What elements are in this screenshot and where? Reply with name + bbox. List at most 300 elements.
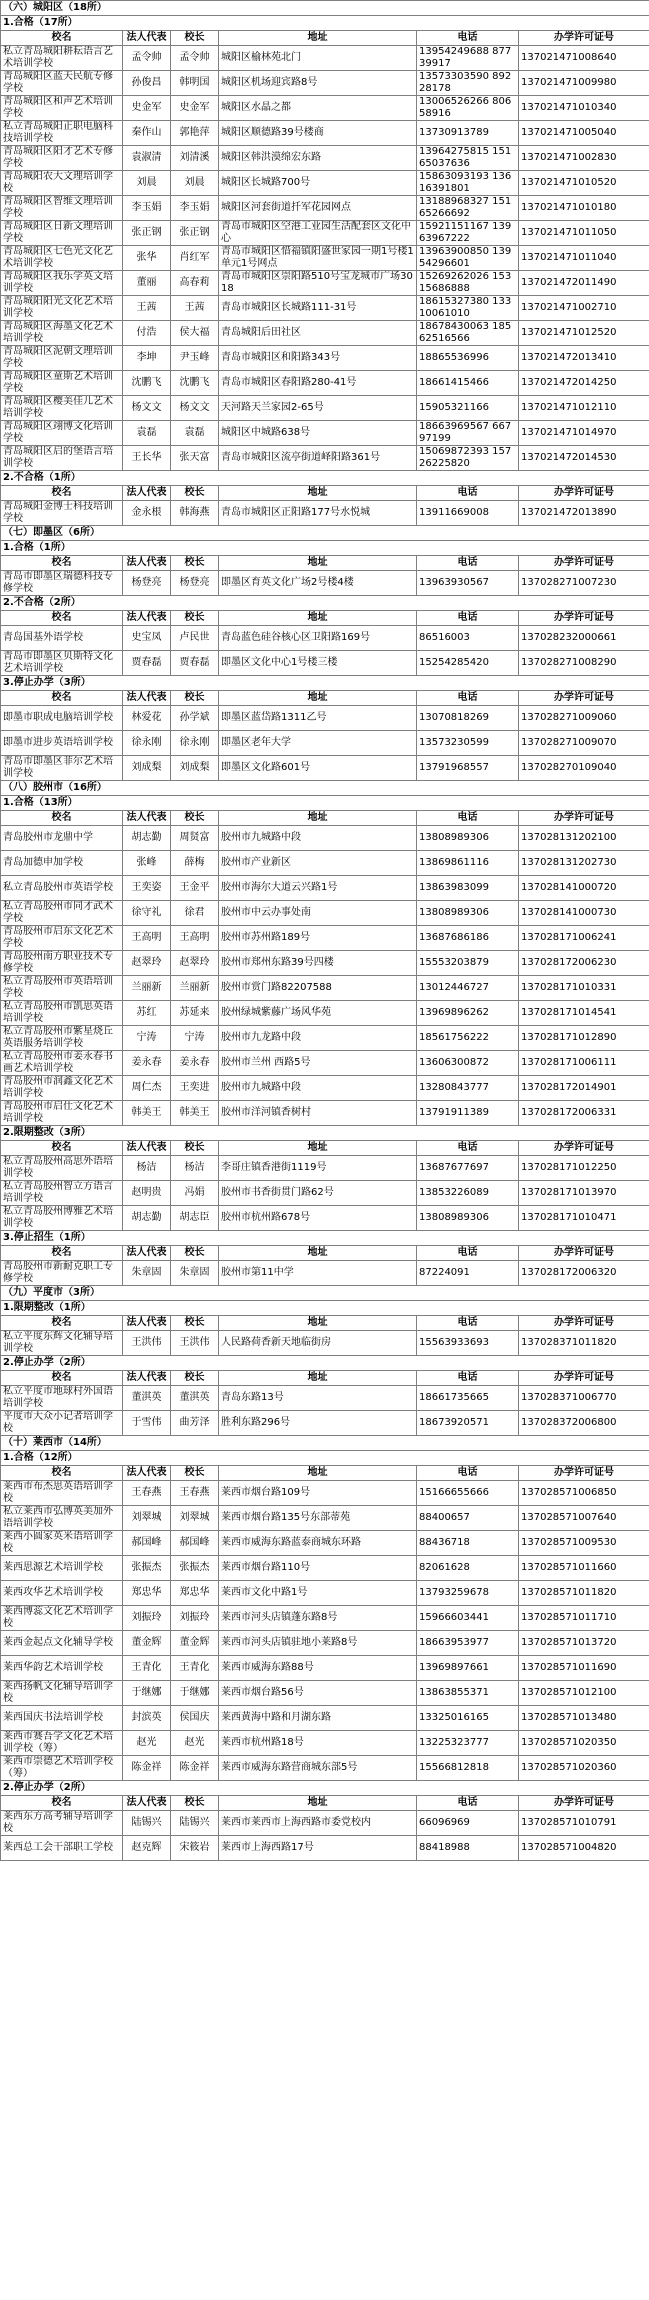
column-header: 办学许可证号	[519, 1371, 649, 1386]
column-header: 电话	[417, 611, 519, 626]
table-cell: 13006526266 80658916	[417, 96, 519, 121]
table-row	[1, 371, 649, 396]
table-cell: 胶州市九龙路中段	[219, 1026, 417, 1051]
table-cell: 13070818269	[417, 706, 519, 731]
group-label-row	[1, 1126, 649, 1141]
section-title: （九）平度市（3所）	[1, 1286, 649, 1301]
table-cell: 13863983099	[417, 876, 519, 901]
table-row	[1, 1681, 649, 1706]
column-header: 地址	[219, 1371, 417, 1386]
table-cell: 侯国庆	[171, 1706, 219, 1731]
table-cell: 胡志勤	[123, 1206, 171, 1231]
table-row	[1, 1606, 649, 1631]
table-cell: 青岛城阳区智维文理培训学校	[1, 196, 123, 221]
group-label-row	[1, 1301, 649, 1316]
table-cell: 付浩	[123, 321, 171, 346]
table-cell: 18673920571	[417, 1411, 519, 1436]
table-cell: 13963900850 13954296601	[417, 246, 519, 271]
table-cell: 137028571006850	[519, 1481, 649, 1506]
table-cell: 私立青岛城阳正职电脑科技培训学校	[1, 121, 123, 146]
table-cell: 胶州市书香街贯门路62号	[219, 1181, 417, 1206]
column-header-row	[1, 556, 649, 571]
section-title: （六）城阳区（18所）	[1, 1, 649, 16]
table-cell: 青岛城阳区童斯艺术培训学校	[1, 371, 123, 396]
table-cell: 私立青岛胶州市英语培训学校	[1, 976, 123, 1001]
table-cell: 董淇英	[123, 1386, 171, 1411]
table-cell: 私立青岛胶州智立方语言培训学校	[1, 1181, 123, 1206]
table-cell: 137028141000730	[519, 901, 649, 926]
table-row	[1, 626, 649, 651]
column-header: 办学许可证号	[519, 1796, 649, 1811]
table-cell: 莱西市烟台路110号	[219, 1556, 417, 1581]
table-cell: 137028571010791	[519, 1811, 649, 1836]
table-cell: 胶州市兰州 西路5号	[219, 1051, 417, 1076]
table-cell: 徐永刚	[123, 731, 171, 756]
table-cell: 即墨区文化中心1号楼三楼	[219, 651, 417, 676]
table-cell: 13188968327 15165266692	[417, 196, 519, 221]
table-cell: 卢民世	[171, 626, 219, 651]
table-cell: 13808989306	[417, 1206, 519, 1231]
column-header: 办学许可证号	[519, 31, 649, 46]
table-cell: 杨文文	[123, 396, 171, 421]
table-row	[1, 1656, 649, 1681]
table-cell: 胶州市苏州路189号	[219, 926, 417, 951]
table-cell: 18661735665	[417, 1386, 519, 1411]
table-cell: 刘翠城	[171, 1506, 219, 1531]
table-cell: 薛梅	[171, 851, 219, 876]
column-header: 电话	[417, 486, 519, 501]
table-cell: 城阳区韩洪漠绵宏东路	[219, 146, 417, 171]
table-cell: 陆锡兴	[171, 1811, 219, 1836]
table-cell: 杨登亮	[123, 571, 171, 596]
table-row	[1, 501, 649, 526]
table-cell: 王春燕	[171, 1481, 219, 1506]
table-cell: 郑忠华	[123, 1581, 171, 1606]
table-cell: 青岛城阳区启的堡语言培训学校	[1, 446, 123, 471]
table-cell: 137028171010331	[519, 976, 649, 1001]
table-cell: 137028571013480	[519, 1706, 649, 1731]
table-cell: 袁磊	[171, 421, 219, 446]
table-cell: 莱西市文化中路1号	[219, 1581, 417, 1606]
column-header: 法人代表	[123, 1246, 171, 1261]
table-cell: 青岛城阳金博士科技培训学校	[1, 501, 123, 526]
table-cell: 137028571011710	[519, 1606, 649, 1631]
table-cell: 李玉娟	[171, 196, 219, 221]
table-cell: 私立青岛城阳耕耘语言艺术培训学校	[1, 46, 123, 71]
table-cell: 私立平度市地球村外国语培训学校	[1, 1386, 123, 1411]
table-row	[1, 146, 649, 171]
table-cell: 于继娜	[123, 1681, 171, 1706]
table-cell: 137028171013970	[519, 1181, 649, 1206]
table-cell: 137028571020350	[519, 1731, 649, 1756]
table-cell: 私立平度东辉文化辅导培训学校	[1, 1331, 123, 1356]
table-cell: 137028171012890	[519, 1026, 649, 1051]
table-cell: 胶州市杭州路678号	[219, 1206, 417, 1231]
table-cell: 青岛城阳区七色光文化艺术培训学校	[1, 246, 123, 271]
table-row	[1, 296, 649, 321]
table-cell: 137028571011660	[519, 1556, 649, 1581]
table-row	[1, 1731, 649, 1756]
table-cell: 刘振玲	[123, 1606, 171, 1631]
table-cell: 赵光	[171, 1731, 219, 1756]
column-header: 办学许可证号	[519, 811, 649, 826]
table-cell: 苏延来	[171, 1001, 219, 1026]
column-header: 校名	[1, 691, 123, 706]
table-cell: 青岛胶州南方职业技术专修学校	[1, 951, 123, 976]
table-cell: 张峰	[123, 851, 171, 876]
table-cell: 胜利东路296号	[219, 1411, 417, 1436]
table-cell: 孟令帅	[123, 46, 171, 71]
table-cell: 贾春磊	[171, 651, 219, 676]
table-cell: 即墨区蓝岱路1311乙号	[219, 706, 417, 731]
table-cell: 胶州市产业新区	[219, 851, 417, 876]
column-header: 电话	[417, 811, 519, 826]
table-cell: 13869861116	[417, 851, 519, 876]
table-cell: 史宝凤	[123, 626, 171, 651]
section-title-row	[1, 526, 649, 541]
table-cell: 王青化	[171, 1656, 219, 1681]
table-row	[1, 121, 649, 146]
table-cell: 137028172006230	[519, 951, 649, 976]
table-cell: 137028171006241	[519, 926, 649, 951]
table-cell: 私立青岛胶州市紫星烧丘英语服务培训学校	[1, 1026, 123, 1051]
table-cell: 137021471012110	[519, 396, 649, 421]
table-cell: 137021472013410	[519, 346, 649, 371]
table-row	[1, 96, 649, 121]
group-label: 2.限期整改（3所）	[1, 1126, 649, 1141]
table-cell: 88418988	[417, 1836, 519, 1861]
table-cell: 张正钢	[123, 221, 171, 246]
table-cell: 137028271009070	[519, 731, 649, 756]
group-label: 2.停止办学（2所）	[1, 1356, 649, 1371]
table-cell: 137028571013720	[519, 1631, 649, 1656]
table-cell: 兰丽新	[171, 976, 219, 1001]
table-cell: 孙俊昌	[123, 71, 171, 96]
table-cell: 莱西市河头店镇驻地小莱路8号	[219, 1631, 417, 1656]
table-row	[1, 1706, 649, 1731]
column-header-row	[1, 1371, 649, 1386]
table-cell: 13963930567	[417, 571, 519, 596]
column-header: 法人代表	[123, 486, 171, 501]
column-header: 校长	[171, 1246, 219, 1261]
table-cell: 137021471011050	[519, 221, 649, 246]
table-cell: 胶州绿城紫藤广场风华苑	[219, 1001, 417, 1026]
table-cell: 13911669008	[417, 501, 519, 526]
table-cell: 青岛胶州市启仕文化艺术培训学校	[1, 1101, 123, 1126]
column-header: 校名	[1, 1141, 123, 1156]
table-cell: 13687677697	[417, 1156, 519, 1181]
table-cell: 王奕姿	[123, 876, 171, 901]
table-cell: 赵光	[123, 1731, 171, 1756]
table-cell: 人民路荷香新天地临街房	[219, 1331, 417, 1356]
table-row	[1, 1411, 649, 1436]
table-row	[1, 1101, 649, 1126]
table-row	[1, 271, 649, 296]
table-cell: 137021472013890	[519, 501, 649, 526]
column-header: 电话	[417, 31, 519, 46]
table-cell: 封滨英	[123, 1706, 171, 1731]
table-cell: 18661415466	[417, 371, 519, 396]
table-cell: 城阳区中城路638号	[219, 421, 417, 446]
group-label: 1.合格（1所）	[1, 541, 649, 556]
table-cell: 郭艳萍	[171, 121, 219, 146]
table-cell: 13863855371	[417, 1681, 519, 1706]
table-cell: 13964275815 15165037636	[417, 146, 519, 171]
table-cell: 青岛市城阳区正阳路177号水悦城	[219, 501, 417, 526]
table-row	[1, 926, 649, 951]
table-cell: 莱西市烟台路109号	[219, 1481, 417, 1506]
table-cell: 胶州市郑州东路39号四楼	[219, 951, 417, 976]
table-cell: 沈鹏飞	[123, 371, 171, 396]
table-cell: 15966603441	[417, 1606, 519, 1631]
column-header: 法人代表	[123, 1371, 171, 1386]
table-cell: 莱西扬帆文化辅导培训学校	[1, 1681, 123, 1706]
table-cell: 王春燕	[123, 1481, 171, 1506]
table-cell: 天河路天兰家园2-65号	[219, 396, 417, 421]
section-title-row	[1, 1286, 649, 1301]
column-header: 电话	[417, 691, 519, 706]
table-row	[1, 1836, 649, 1861]
table-cell: 刘翠城	[123, 1506, 171, 1531]
table-cell: 137028232000661	[519, 626, 649, 651]
column-header: 法人代表	[123, 1796, 171, 1811]
group-label: 1.合格（12所）	[1, 1451, 649, 1466]
table-cell: 尹玉峰	[171, 346, 219, 371]
table-cell: 青岛胶州市新耐克职工专修学校	[1, 1261, 123, 1286]
group-label-row	[1, 1356, 649, 1371]
table-cell: 莱西攻华艺术培训学校	[1, 1581, 123, 1606]
table-cell: 私立青岛胶州市姜永春书画艺术培训学校	[1, 1051, 123, 1076]
group-label: 2.停止办学（2所）	[1, 1781, 649, 1796]
column-header: 法人代表	[123, 611, 171, 626]
table-cell: 137021471002830	[519, 146, 649, 171]
table-cell: 137021471002710	[519, 296, 649, 321]
table-cell: 137028141000720	[519, 876, 649, 901]
table-cell: 13969897661	[417, 1656, 519, 1681]
table-cell: 刘晨	[171, 171, 219, 196]
column-header: 办学许可证号	[519, 556, 649, 571]
table-cell: 13853226089	[417, 1181, 519, 1206]
table-cell: 137028131202100	[519, 826, 649, 851]
table-cell: 朱章固	[171, 1261, 219, 1286]
table-cell: 城阳区河套街道扦军花园网点	[219, 196, 417, 221]
table-row	[1, 346, 649, 371]
table-cell: 杨文文	[171, 396, 219, 421]
table-cell: 青岛胶州市龙鼎中学	[1, 826, 123, 851]
table-cell: 张振杰	[171, 1556, 219, 1581]
column-header: 校名	[1, 611, 123, 626]
table-cell: 13791968557	[417, 756, 519, 781]
table-cell: 137028171012250	[519, 1156, 649, 1181]
table-row	[1, 321, 649, 346]
table-cell: 青岛城阳区阳才艺术专修学校	[1, 146, 123, 171]
column-header-row	[1, 486, 649, 501]
table-cell: 赵翠玲	[171, 951, 219, 976]
table-cell: 青岛市城阳区惜福镇阳盛世家园一期1号楼1单元1号网点	[219, 246, 417, 271]
table-cell: 青岛胶州市润鑫文化艺术培训学校	[1, 1076, 123, 1101]
table-row	[1, 1331, 649, 1356]
table-row	[1, 1811, 649, 1836]
table-cell: 莱西博蕊文化艺术培训学校	[1, 1606, 123, 1631]
column-header: 办学许可证号	[519, 1466, 649, 1481]
table-cell: 88436718	[417, 1531, 519, 1556]
column-header: 校名	[1, 556, 123, 571]
table-cell: 莱西国庆书法培训学校	[1, 1706, 123, 1731]
table-cell: 137021471010180	[519, 196, 649, 221]
table-cell: 莱西市布杰思英语培训学校	[1, 1481, 123, 1506]
table-row	[1, 1631, 649, 1656]
table-cell: 15566812818	[417, 1756, 519, 1781]
table-cell: 青岛市即墨区贝斯特文化艺术培训学校	[1, 651, 123, 676]
table-row	[1, 1026, 649, 1051]
column-header: 办学许可证号	[519, 1141, 649, 1156]
column-header: 地址	[219, 611, 417, 626]
table-cell: 史金军	[123, 96, 171, 121]
column-header: 法人代表	[123, 1466, 171, 1481]
column-header: 校长	[171, 1316, 219, 1331]
table-cell: 于继娜	[171, 1681, 219, 1706]
group-label-row	[1, 596, 649, 611]
table-cell: 137028571007640	[519, 1506, 649, 1531]
table-cell: 137021471008640	[519, 46, 649, 71]
table-cell: 张正钢	[171, 221, 219, 246]
table-cell: 137028571009530	[519, 1531, 649, 1556]
table-cell: 13606300872	[417, 1051, 519, 1076]
table-cell: 137028171014541	[519, 1001, 649, 1026]
table-cell: 肖红军	[171, 246, 219, 271]
table-cell: 莱西总工会干部职工学校	[1, 1836, 123, 1861]
table-cell: 137028571004820	[519, 1836, 649, 1861]
table-cell: 胶州市九城路中段	[219, 1076, 417, 1101]
table-cell: 徐永刚	[171, 731, 219, 756]
section-title-row	[1, 1436, 649, 1451]
table-cell: 胶州市九城路中段	[219, 826, 417, 851]
table-cell: 刘清溪	[171, 146, 219, 171]
table-row	[1, 1531, 649, 1556]
table-cell: 王奕进	[171, 1076, 219, 1101]
column-header: 办学许可证号	[519, 691, 649, 706]
table-cell: 城阳区水晶之都	[219, 96, 417, 121]
group-label: 1.限期整改（1所）	[1, 1301, 649, 1316]
column-header-row	[1, 1466, 649, 1481]
table-cell: 袁磊	[123, 421, 171, 446]
column-header: 校长	[171, 611, 219, 626]
table-cell: 青岛市城阳区流亭街道峄阳路361号	[219, 446, 417, 471]
table-cell: 韩美王	[123, 1101, 171, 1126]
table-row	[1, 1206, 649, 1231]
section-title: （七）即墨区（6所）	[1, 526, 649, 541]
table-cell: 青岛市城阳区春阳路280-41号	[219, 371, 417, 396]
table-cell: 13573303590 89228178	[417, 71, 519, 96]
table-cell: 王高明	[171, 926, 219, 951]
table-row	[1, 421, 649, 446]
table-cell: 平度市大众小记者培训学校	[1, 1411, 123, 1436]
table-cell: 13793259678	[417, 1581, 519, 1606]
table-cell: 13954249688 87739917	[417, 46, 519, 71]
table-cell: 137028131202730	[519, 851, 649, 876]
table-cell: 胶州市赏门路82207588	[219, 976, 417, 1001]
table-cell: 董丽	[123, 271, 171, 296]
table-cell: 即墨区老年大学	[219, 731, 417, 756]
table-cell: 13325016165	[417, 1706, 519, 1731]
table-row	[1, 706, 649, 731]
table-cell: 城阳区机场迎宾路8号	[219, 71, 417, 96]
column-header: 校名	[1, 31, 123, 46]
column-header: 校名	[1, 486, 123, 501]
column-header: 地址	[219, 1141, 417, 1156]
table-row	[1, 571, 649, 596]
table-cell: 李坤	[123, 346, 171, 371]
column-header: 校名	[1, 1371, 123, 1386]
table-cell: 青岛城阳区和声艺术培训学校	[1, 96, 123, 121]
table-cell: 137028571020360	[519, 1756, 649, 1781]
column-header-row	[1, 691, 649, 706]
table-cell: 137028571012100	[519, 1681, 649, 1706]
table-cell: 青岛东路13号	[219, 1386, 417, 1411]
table-cell: 即墨区育英文化广场2号楼4楼	[219, 571, 417, 596]
table-cell: 18663953977	[417, 1631, 519, 1656]
table-cell: 18615327380 13310061010	[417, 296, 519, 321]
table-row	[1, 651, 649, 676]
table-cell: 137021471010520	[519, 171, 649, 196]
table-cell: 137028171006111	[519, 1051, 649, 1076]
column-header: 校长	[171, 556, 219, 571]
table-cell: 私立青岛胶州高思外语培训学校	[1, 1156, 123, 1181]
table-cell: 张天富	[171, 446, 219, 471]
table-cell: 张华	[123, 246, 171, 271]
table-cell: 陆锡兴	[123, 1811, 171, 1836]
table-cell: 青岛城阳阳光文化艺术培训学校	[1, 296, 123, 321]
column-header: 电话	[417, 1796, 519, 1811]
column-header: 电话	[417, 1141, 519, 1156]
column-header: 电话	[417, 556, 519, 571]
table-cell: 胶州市第11中学	[219, 1261, 417, 1286]
table-cell: 曲芳泽	[171, 1411, 219, 1436]
column-header: 地址	[219, 1316, 417, 1331]
table-row	[1, 46, 649, 71]
column-header: 校长	[171, 691, 219, 706]
table-cell: 胶州市海尔大道云兴路1号	[219, 876, 417, 901]
table-cell: 袁淑清	[123, 146, 171, 171]
table-cell: 15269262026 15315686888	[417, 271, 519, 296]
table-cell: 李哥庄镇香港街1119号	[219, 1156, 417, 1181]
table-cell: 86516003	[417, 626, 519, 651]
table-cell: 137028172006320	[519, 1261, 649, 1286]
column-header: 校名	[1, 811, 123, 826]
table-cell: 莱西思源艺术培训学校	[1, 1556, 123, 1581]
table-cell: 青岛胶州市启东文化艺术学校	[1, 926, 123, 951]
column-header: 办学许可证号	[519, 1246, 649, 1261]
column-header-row	[1, 1246, 649, 1261]
table-cell: 13730913789	[417, 121, 519, 146]
table-cell: 15905321166	[417, 396, 519, 421]
table-cell: 城阳区顺德路39号楼商	[219, 121, 417, 146]
column-header: 电话	[417, 1466, 519, 1481]
column-header: 地址	[219, 1246, 417, 1261]
group-label: 3.停止办学（3所）	[1, 676, 649, 691]
column-header-row	[1, 31, 649, 46]
table-cell: 莱西小圆家英米语培训学校	[1, 1531, 123, 1556]
table-cell: 莱西市威海东路蓝泰商城东环路	[219, 1531, 417, 1556]
table-row	[1, 1481, 649, 1506]
table-cell: 13687686186	[417, 926, 519, 951]
column-header: 法人代表	[123, 811, 171, 826]
table-cell: 莱西市烟台路56号	[219, 1681, 417, 1706]
group-label-row	[1, 1781, 649, 1796]
group-label: 1.合格（13所）	[1, 796, 649, 811]
table-cell: 赵翠玲	[123, 951, 171, 976]
table-cell: 15254285420	[417, 651, 519, 676]
